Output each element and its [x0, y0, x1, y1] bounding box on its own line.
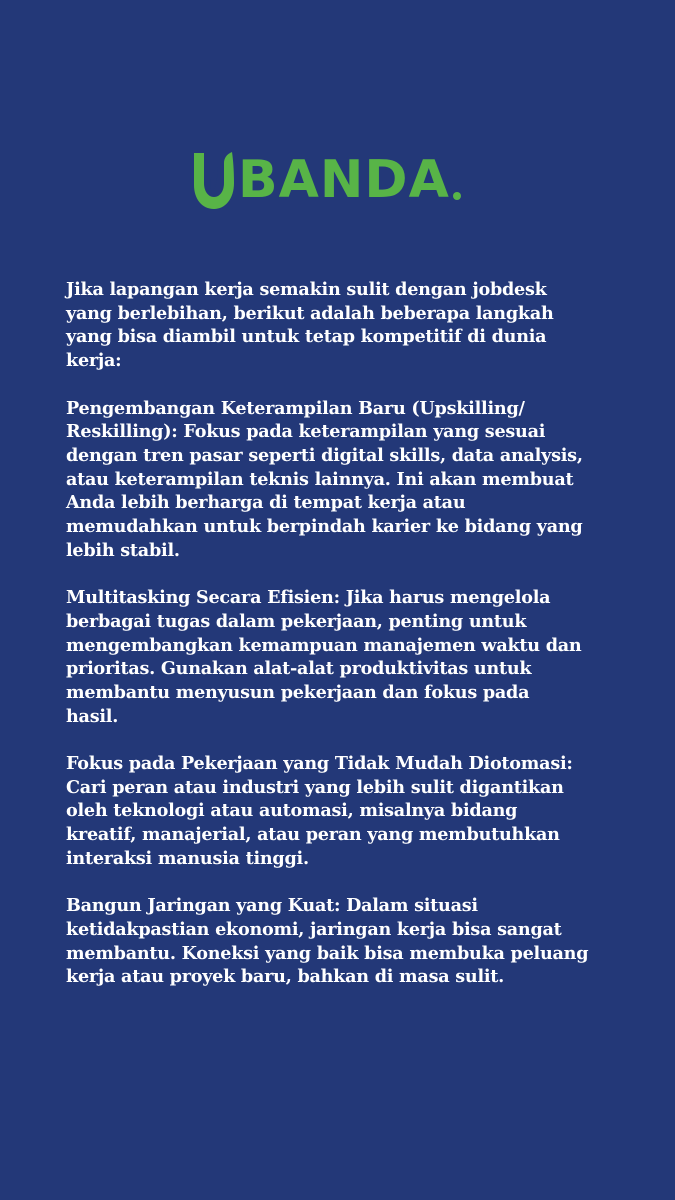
brand-dot	[453, 192, 461, 200]
text-line: kerja:	[66, 350, 122, 372]
article-body	[66, 278, 631, 1013]
text-line: Anda lebih berharga di tempat kerja atau	[66, 492, 466, 514]
tip-paragraph-multitasking	[66, 586, 631, 728]
text-line: Jika lapangan kerja semakin sulit dengan jobdesk	[66, 279, 547, 300]
text-line: ketidakpastian ekonomi, jaringan kerja bisa sangat	[66, 918, 562, 940]
text-line: membantu. Koneksi yang baik bisa membuka peluang	[66, 942, 589, 964]
text-line: oleh teknologi atau automasi, misalnya bidang	[66, 800, 518, 822]
text-line: kerja atau proyek baru, bahkan di masa sulit.	[66, 966, 505, 988]
text-line: hasil.	[66, 705, 119, 727]
text-line: mengembangkan kemampuan manajemen waktu dan	[66, 634, 582, 656]
tip-paragraph-network	[66, 894, 631, 989]
text-line: Cari peran atau industri yang lebih sulit digantikan	[66, 776, 564, 798]
text-line: berbagai tugas dalam pekerjaan, penting untuk	[66, 610, 527, 632]
text-line: Pengembangan Keterampilan Baru (Upskilling/	[66, 397, 525, 419]
intro-paragraph	[66, 278, 631, 373]
text-line: lebih stabil.	[66, 539, 180, 561]
text-line: dengan tren pasar seperti digital skills, data analysis,	[66, 444, 583, 466]
text-line: yang berlebihan, berikut adalah beberapa langkah	[66, 302, 554, 324]
text-line: Bangun Jaringan yang Kuat: Dalam situasi	[66, 895, 478, 917]
brand-logo	[190, 148, 490, 212]
text-line: memudahkan untuk berpindah karier ke bidang yang	[66, 516, 583, 538]
leaf-u-icon	[190, 149, 234, 211]
text-line: prioritas. Gunakan alat-alat produktivitas untuk	[66, 658, 532, 680]
text-line: interaksi manusia tinggi.	[66, 847, 309, 869]
text-line: membantu menyusun pekerjaan dan fokus pada	[66, 681, 530, 703]
text-line: Reskilling): Fokus pada keterampilan yang sesuai	[66, 421, 546, 443]
text-line: kreatif, manajerial, atau peran yang membutuhkan	[66, 824, 560, 846]
tip-paragraph-upskilling	[66, 397, 631, 563]
text-line: Multitasking Secara Efisien: Jika harus mengelola	[66, 587, 551, 609]
text-line: Fokus pada Pekerjaan yang Tidak Mudah Diotomasi:	[66, 753, 573, 775]
brand-wordmark: BANDA	[238, 150, 450, 210]
text-line: atau keterampilan teknis lainnya. Ini akan membuat	[66, 468, 574, 490]
text-line: yang bisa diambil untuk tetap kompetitif di dunia	[66, 326, 547, 348]
tip-paragraph-automation	[66, 752, 631, 871]
